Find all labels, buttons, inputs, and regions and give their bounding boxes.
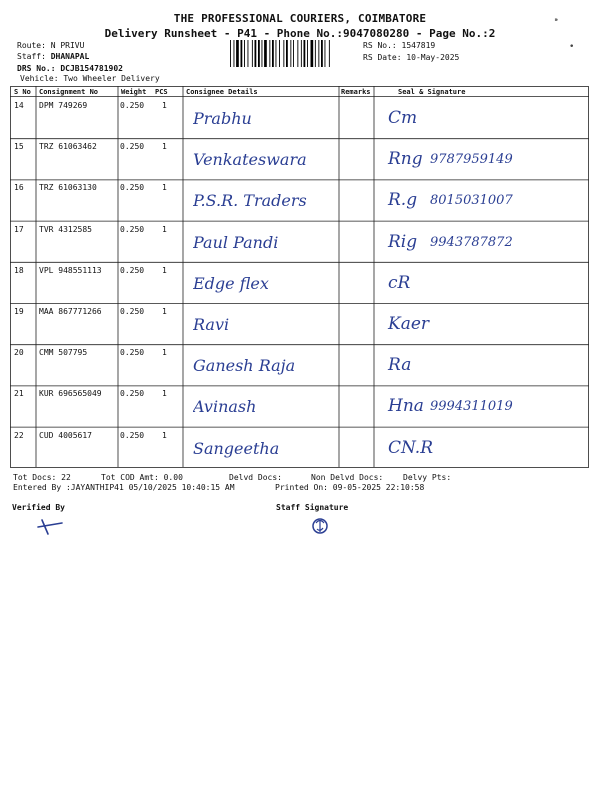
row-sno: 17 [14,224,24,234]
row-consignment: CMM 507795 [39,348,88,358]
barcode-bar [293,40,294,67]
row-seal-number: 9994311019 [430,399,513,415]
barcode-bar [321,40,323,67]
row-seal-signature: Cm [388,108,418,128]
row-consignee: Avinash [193,397,257,417]
barcode-bar [248,40,249,67]
barcode-bar [307,40,308,67]
barcode-bar [241,40,243,67]
row-weight: 0.250 [120,142,145,152]
barcode-bar [252,40,253,67]
col-pcs: PCS [155,88,168,96]
row-consignee: Prabhu [193,109,252,128]
barcode-bar [311,40,314,67]
row-weight: 0.250 [120,430,145,440]
row-seal-signature: CN.R [388,437,433,458]
barcode-bar [304,40,306,67]
row-pcs: 1 [162,430,167,440]
tot-docs: Tot Docs: 22 [13,473,71,482]
row-sno: 20 [14,348,24,358]
row-seal-signature: R.g [388,190,418,211]
row-consignee: P.S.R. Traders [193,191,307,211]
row-pcs: 1 [162,183,167,193]
row-pcs: 1 [162,101,167,110]
row-weight: 0.250 [120,389,145,399]
staff-name: DHANAPAL [50,52,90,61]
row-pcs: 1 [162,265,167,275]
barcode-bar [255,40,257,67]
row-seal-signature: Rng [388,149,423,170]
barcode-bar [230,40,231,67]
barcode-bar [290,40,291,67]
row-sno: 22 [14,430,24,440]
row-weight: 0.250 [120,307,145,316]
row-consignment: CUD 4005617 [39,430,92,440]
barcode-bar [297,40,298,67]
company-title: THE PROFESSIONAL COURIERS, COIMBATORE [173,12,427,25]
row-consignment: MAA 867771266 [39,307,102,316]
barcode-bar [234,40,235,67]
row-sno: 18 [14,265,24,275]
row-consignment: VPL 948551113 [39,265,102,275]
col-remarks: Remarks [341,88,371,96]
row-consignee: Venkateswara [193,150,307,170]
barcode-bar [269,40,270,67]
row-consignment: TVR 4312585 [39,224,92,234]
drs-number: DRS No.: DCJB154781902 [17,64,123,73]
row-pcs: 1 [162,142,167,152]
row-seal-signature: Kaer [388,314,430,334]
row-consignment: TRZ 61063130 [39,183,97,193]
col-consignee: Consignee Details [186,88,258,96]
row-weight: 0.250 [120,101,145,110]
barcode-bar [276,40,277,67]
non-delvd-docs: Non Delvd Docs: [311,473,384,482]
row-seal-signature: Rig [388,231,418,252]
row-pcs: 1 [162,389,167,399]
corner-mark: ⁍ [554,16,559,26]
col-seal: Seal & Signature [398,88,466,96]
rs-date: RS Date: 10-May-2025 [363,53,460,62]
runsheet-title: Delivery Runsheet - P41 - Phone No.:9047080280 - Page No.:2 [104,27,496,40]
row-seal-signature: Ra [388,355,412,376]
col-consignment: Consignment No [39,88,99,96]
row-consignment: DPM 749269 [39,101,88,110]
row-pcs: 1 [162,307,167,316]
corner-mark: • [569,42,575,52]
delvd-docs: Delvd Docs: [229,473,282,482]
barcode-bar [301,40,302,67]
barcode [230,40,355,67]
row-sno: 14 [14,101,24,110]
row-weight: 0.250 [120,265,145,275]
row-consignment: KUR 696565049 [39,389,102,399]
row-consignee: Paul Pandi [193,232,279,252]
rs-number: RS No.: 1547819 [363,41,436,50]
row-sno: 19 [14,307,24,316]
staff-line [17,51,89,62]
row-seal-signature: cR [388,272,411,293]
route-label: Route: N PRIVU [17,41,85,50]
staff-signature-mark [308,514,332,538]
barcode-bar [283,40,284,67]
verified-by-label: Verified By [12,503,65,512]
barcode-bar [325,40,326,67]
row-sno: 21 [14,389,24,399]
row-weight: 0.250 [120,348,145,358]
row-consignment: TRZ 61063462 [39,142,97,152]
barcode-bar [315,40,316,67]
barcode-bar [272,40,274,67]
barcode-bar [258,40,260,67]
barcode-bar [264,40,267,67]
row-seal-number: 9943787872 [430,234,513,250]
vehicle-label: Vehicle: Two Wheeler Delivery [20,74,160,83]
row-seal-number: 9787959149 [430,152,513,168]
barcode-bar [286,40,288,67]
staff-signature-label: Staff Signature [276,503,349,512]
row-consignee: Edge flex [193,273,269,293]
delvy-pts: Delvy Pts: [403,473,452,482]
row-consignee: Ravi [193,315,230,334]
barcode-bar [329,40,330,67]
row-consignee: Ganesh Raja [193,356,296,376]
row-weight: 0.250 [120,183,145,193]
tot-cod: Tot COD Amt: 0.00 [101,473,183,482]
col-weight: Weight [121,88,147,96]
barcode-bar [236,40,239,67]
row-sno: 15 [14,142,24,152]
barcode-bar [318,40,319,67]
row-consignee: Sangeetha [193,438,280,458]
col-sno: S No [14,88,31,96]
entered-by: Entered By :JAYANTHIP41 05/10/2025 10:40:15 AM [13,483,235,492]
barcode-bar [262,40,263,67]
row-pcs: 1 [162,224,167,234]
row-seal-signature: Hna [388,396,424,417]
staff-label: Staff: [17,52,46,61]
row-sno: 16 [14,183,24,193]
barcode-bar [279,40,280,67]
row-seal-number: 8015031007 [430,193,513,209]
barcode-bar [244,40,245,67]
verified-by-signature [36,514,66,538]
row-weight: 0.250 [120,224,145,234]
row-pcs: 1 [162,348,167,358]
printed-on: Printed On: 09-05-2025 22:10:58 [275,483,425,492]
